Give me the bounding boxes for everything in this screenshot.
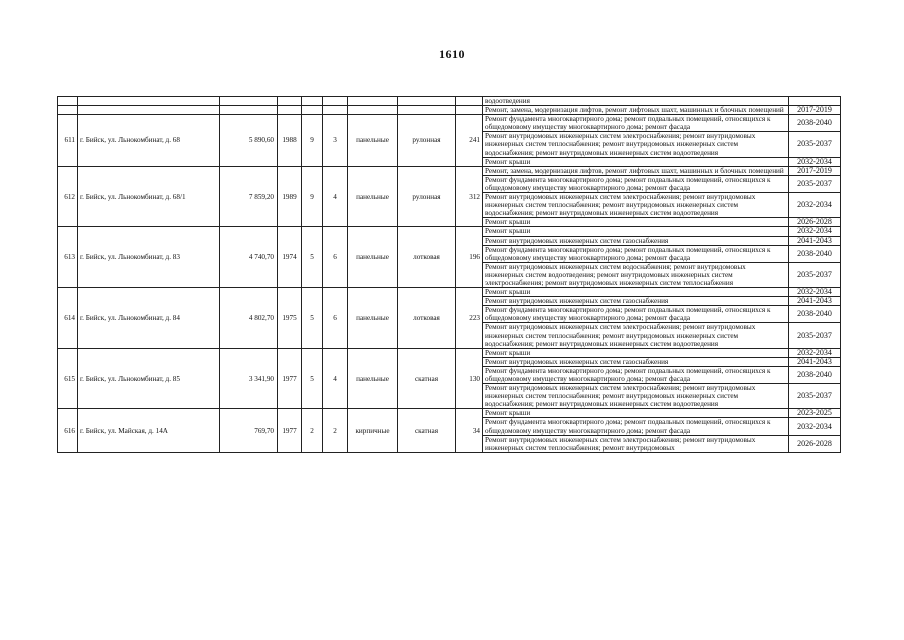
table-row [58, 409, 841, 418]
building-address: г. Бийск, ул. Льнокомбинат, д. 68 [78, 115, 220, 167]
empty-cell [302, 97, 323, 106]
floor-count: 9 [302, 166, 323, 227]
row-number: 613 [58, 227, 78, 288]
row-number: 611 [58, 115, 78, 167]
floor-count: 9 [302, 115, 323, 167]
work-period: 2026-2028 [789, 218, 841, 227]
work-period [789, 97, 841, 106]
work-period: 2038-2040 [789, 115, 841, 132]
empty-cell [78, 106, 220, 115]
table-row [58, 106, 841, 115]
build-year: 1977 [278, 348, 302, 409]
resident-count: 241 [456, 115, 483, 167]
work-description: Ремонт фундамента многоквартирного дома; ремонт подвальных помещений, относящихся к общедомовому имуществу многоквартирного дома; ремонт фасада [483, 175, 789, 192]
building-area: 4 802,70 [220, 288, 278, 349]
work-period: 2041-2043 [789, 236, 841, 245]
wall-material: кирпичные [348, 409, 398, 452]
table-row [58, 166, 841, 175]
work-period: 2038-2040 [789, 245, 841, 262]
work-description: Ремонт внутридомовых инженерных систем электроснабжения; ремонт внутридомовых инженерных систем теплоснабжения; ремонт внутридомовых инженерных систем водоснабжения; ремонт внутридомовых инженерных систем водоотведения [483, 193, 789, 218]
work-period: 2041-2043 [789, 297, 841, 306]
empty-cell [323, 97, 348, 106]
row-number: 616 [58, 409, 78, 452]
work-description: Ремонт фундамента многоквартирного дома; ремонт подвальных помещений, относящихся к общедомовому имуществу многоквартирного дома; ремонт фасада [483, 306, 789, 323]
entrance-count: 6 [323, 288, 348, 349]
building-address: г. Бийск, ул. Льнокомбинат, д. 83 [78, 227, 220, 288]
entrance-count: 6 [323, 227, 348, 288]
work-description: Ремонт внутридомовых инженерных систем электроснабжения; ремонт внутридомовых инженерных систем теплоснабжения; ремонт внутридомовых [483, 435, 789, 452]
work-description: Ремонт внутридомовых инженерных систем электроснабжения; ремонт внутридомовых инженерных систем теплоснабжения; ремонт внутридомовых инженерных систем водоснабжения; ремонт внутридомовых инженерных систем водоотведения [483, 384, 789, 409]
work-description: Ремонт крыши [483, 227, 789, 236]
table-row [58, 288, 841, 297]
empty-cell [302, 106, 323, 115]
table-row [58, 227, 841, 236]
work-period: 2035-2037 [789, 175, 841, 192]
floor-count: 2 [302, 409, 323, 452]
floor-count: 5 [302, 227, 323, 288]
build-year: 1989 [278, 166, 302, 227]
wall-material: панельные [348, 288, 398, 349]
table-body [58, 97, 841, 453]
resident-count: 34 [456, 409, 483, 452]
empty-cell [58, 106, 78, 115]
work-period: 2035-2037 [789, 384, 841, 409]
work-period: 2038-2040 [789, 306, 841, 323]
empty-cell [456, 106, 483, 115]
work-description: Ремонт фундамента многоквартирного дома; ремонт подвальных помещений, относящихся к общедомовому имуществу многоквартирного дома; ремонт фасада [483, 245, 789, 262]
work-description: Ремонт внутридомовых инженерных систем электроснабжения; ремонт внутридомовых инженерных систем теплоснабжения; ремонт внутридомовых инженерных систем водоснабжения; ремонт внутридомовых инженерных систем водоотведения [483, 132, 789, 157]
work-period: 2032-2034 [789, 157, 841, 166]
roof-type: лотковая [398, 227, 456, 288]
repair-program-table [57, 96, 841, 453]
work-period: 2032-2034 [789, 418, 841, 435]
empty-cell [220, 106, 278, 115]
work-description: Ремонт крыши [483, 288, 789, 297]
empty-cell [278, 106, 302, 115]
empty-cell [456, 97, 483, 106]
work-period: 2032-2034 [789, 193, 841, 218]
empty-cell [348, 97, 398, 106]
roof-type: рулонная [398, 166, 456, 227]
work-description: Ремонт внутридомовых инженерных систем газоснабжения [483, 357, 789, 366]
work-description: Ремонт, замена, модернизация лифтов, ремонт лифтовых шахт, машинных и блочных помещений [483, 106, 789, 115]
work-description: Ремонт крыши [483, 157, 789, 166]
entrance-count: 4 [323, 166, 348, 227]
work-description: водоотведения [483, 97, 789, 106]
roof-type: скатная [398, 409, 456, 452]
work-description: Ремонт, замена, модернизация лифтов, ремонт лифтовых шахт, машинных и блочных помещений [483, 166, 789, 175]
row-number: 614 [58, 288, 78, 349]
work-description: Ремонт внутридомовых инженерных систем электроснабжения; ремонт внутридомовых инженерных систем теплоснабжения; ремонт внутридомовых инженерных систем водоснабжения; ремонт внутридомовых инженерных систем водоотведения [483, 323, 789, 348]
floor-count: 5 [302, 348, 323, 409]
work-description: Ремонт фундамента многоквартирного дома; ремонт подвальных помещений, относящихся к общедомовому имуществу многоквартирного дома; ремонт фасада [483, 418, 789, 435]
empty-cell [348, 106, 398, 115]
work-period: 2032-2034 [789, 288, 841, 297]
roof-type: скатная [398, 348, 456, 409]
roof-type: рулонная [398, 115, 456, 167]
entrance-count: 2 [323, 409, 348, 452]
resident-count: 130 [456, 348, 483, 409]
work-period: 2032-2034 [789, 227, 841, 236]
work-period: 2038-2040 [789, 366, 841, 383]
roof-type: лотковая [398, 288, 456, 349]
work-description: Ремонт фундамента многоквартирного дома; ремонт подвальных помещений, относящихся к общедомовому имуществу многоквартирного дома; ремонт фасада [483, 115, 789, 132]
work-period: 2035-2037 [789, 132, 841, 157]
page-number: 1610 [439, 47, 465, 61]
work-period: 2023-2025 [789, 409, 841, 418]
building-area: 769,70 [220, 409, 278, 452]
work-period: 2026-2028 [789, 435, 841, 452]
work-description: Ремонт внутридомовых инженерных систем водоснабжения; ремонт внутридомовых инженерных систем водоотведения; ремонт внутридомовых инженерных систем электроснабжения; ремонт внутридомовых инженерных систем теплоснабжения [483, 262, 789, 287]
resident-count: 223 [456, 288, 483, 349]
building-area: 5 890,60 [220, 115, 278, 167]
building-area: 3 341,90 [220, 348, 278, 409]
empty-cell [398, 97, 456, 106]
build-year: 1974 [278, 227, 302, 288]
work-description: Ремонт крыши [483, 348, 789, 357]
build-year: 1988 [278, 115, 302, 167]
resident-count: 312 [456, 166, 483, 227]
empty-cell [220, 97, 278, 106]
building-address: г. Бийск, ул. Майская, д. 14А [78, 409, 220, 452]
work-period: 2035-2037 [789, 323, 841, 348]
building-address: г. Бийск, ул. Льнокомбинат, д. 84 [78, 288, 220, 349]
wall-material: панельные [348, 166, 398, 227]
floor-count: 5 [302, 288, 323, 349]
work-description: Ремонт внутридомовых инженерных систем газоснабжения [483, 297, 789, 306]
building-address: г. Бийск, ул. Льнокомбинат, д. 85 [78, 348, 220, 409]
work-description: Ремонт крыши [483, 218, 789, 227]
work-description: Ремонт внутридомовых инженерных систем газоснабжения [483, 236, 789, 245]
building-area: 4 740,70 [220, 227, 278, 288]
table-row [58, 97, 841, 106]
resident-count: 196 [456, 227, 483, 288]
wall-material: панельные [348, 348, 398, 409]
row-number: 615 [58, 348, 78, 409]
work-period: 2032-2034 [789, 348, 841, 357]
table-row [58, 115, 841, 132]
work-period: 2017-2019 [789, 106, 841, 115]
entrance-count: 3 [323, 115, 348, 167]
empty-cell [278, 97, 302, 106]
building-area: 7 859,20 [220, 166, 278, 227]
table-row [58, 348, 841, 357]
work-period: 2035-2037 [789, 262, 841, 287]
empty-cell [58, 97, 78, 106]
empty-cell [398, 106, 456, 115]
empty-cell [78, 97, 220, 106]
wall-material: панельные [348, 115, 398, 167]
empty-cell [323, 106, 348, 115]
row-number: 612 [58, 166, 78, 227]
work-period: 2041-2043 [789, 357, 841, 366]
wall-material: панельные [348, 227, 398, 288]
work-description: Ремонт крыши [483, 409, 789, 418]
build-year: 1977 [278, 409, 302, 452]
work-period: 2017-2019 [789, 166, 841, 175]
building-address: г. Бийск, ул. Льнокомбинат, д. 68/1 [78, 166, 220, 227]
entrance-count: 4 [323, 348, 348, 409]
build-year: 1975 [278, 288, 302, 349]
work-description: Ремонт фундамента многоквартирного дома; ремонт подвальных помещений, относящихся к общедомовому имуществу многоквартирного дома; ремонт фасада [483, 366, 789, 383]
